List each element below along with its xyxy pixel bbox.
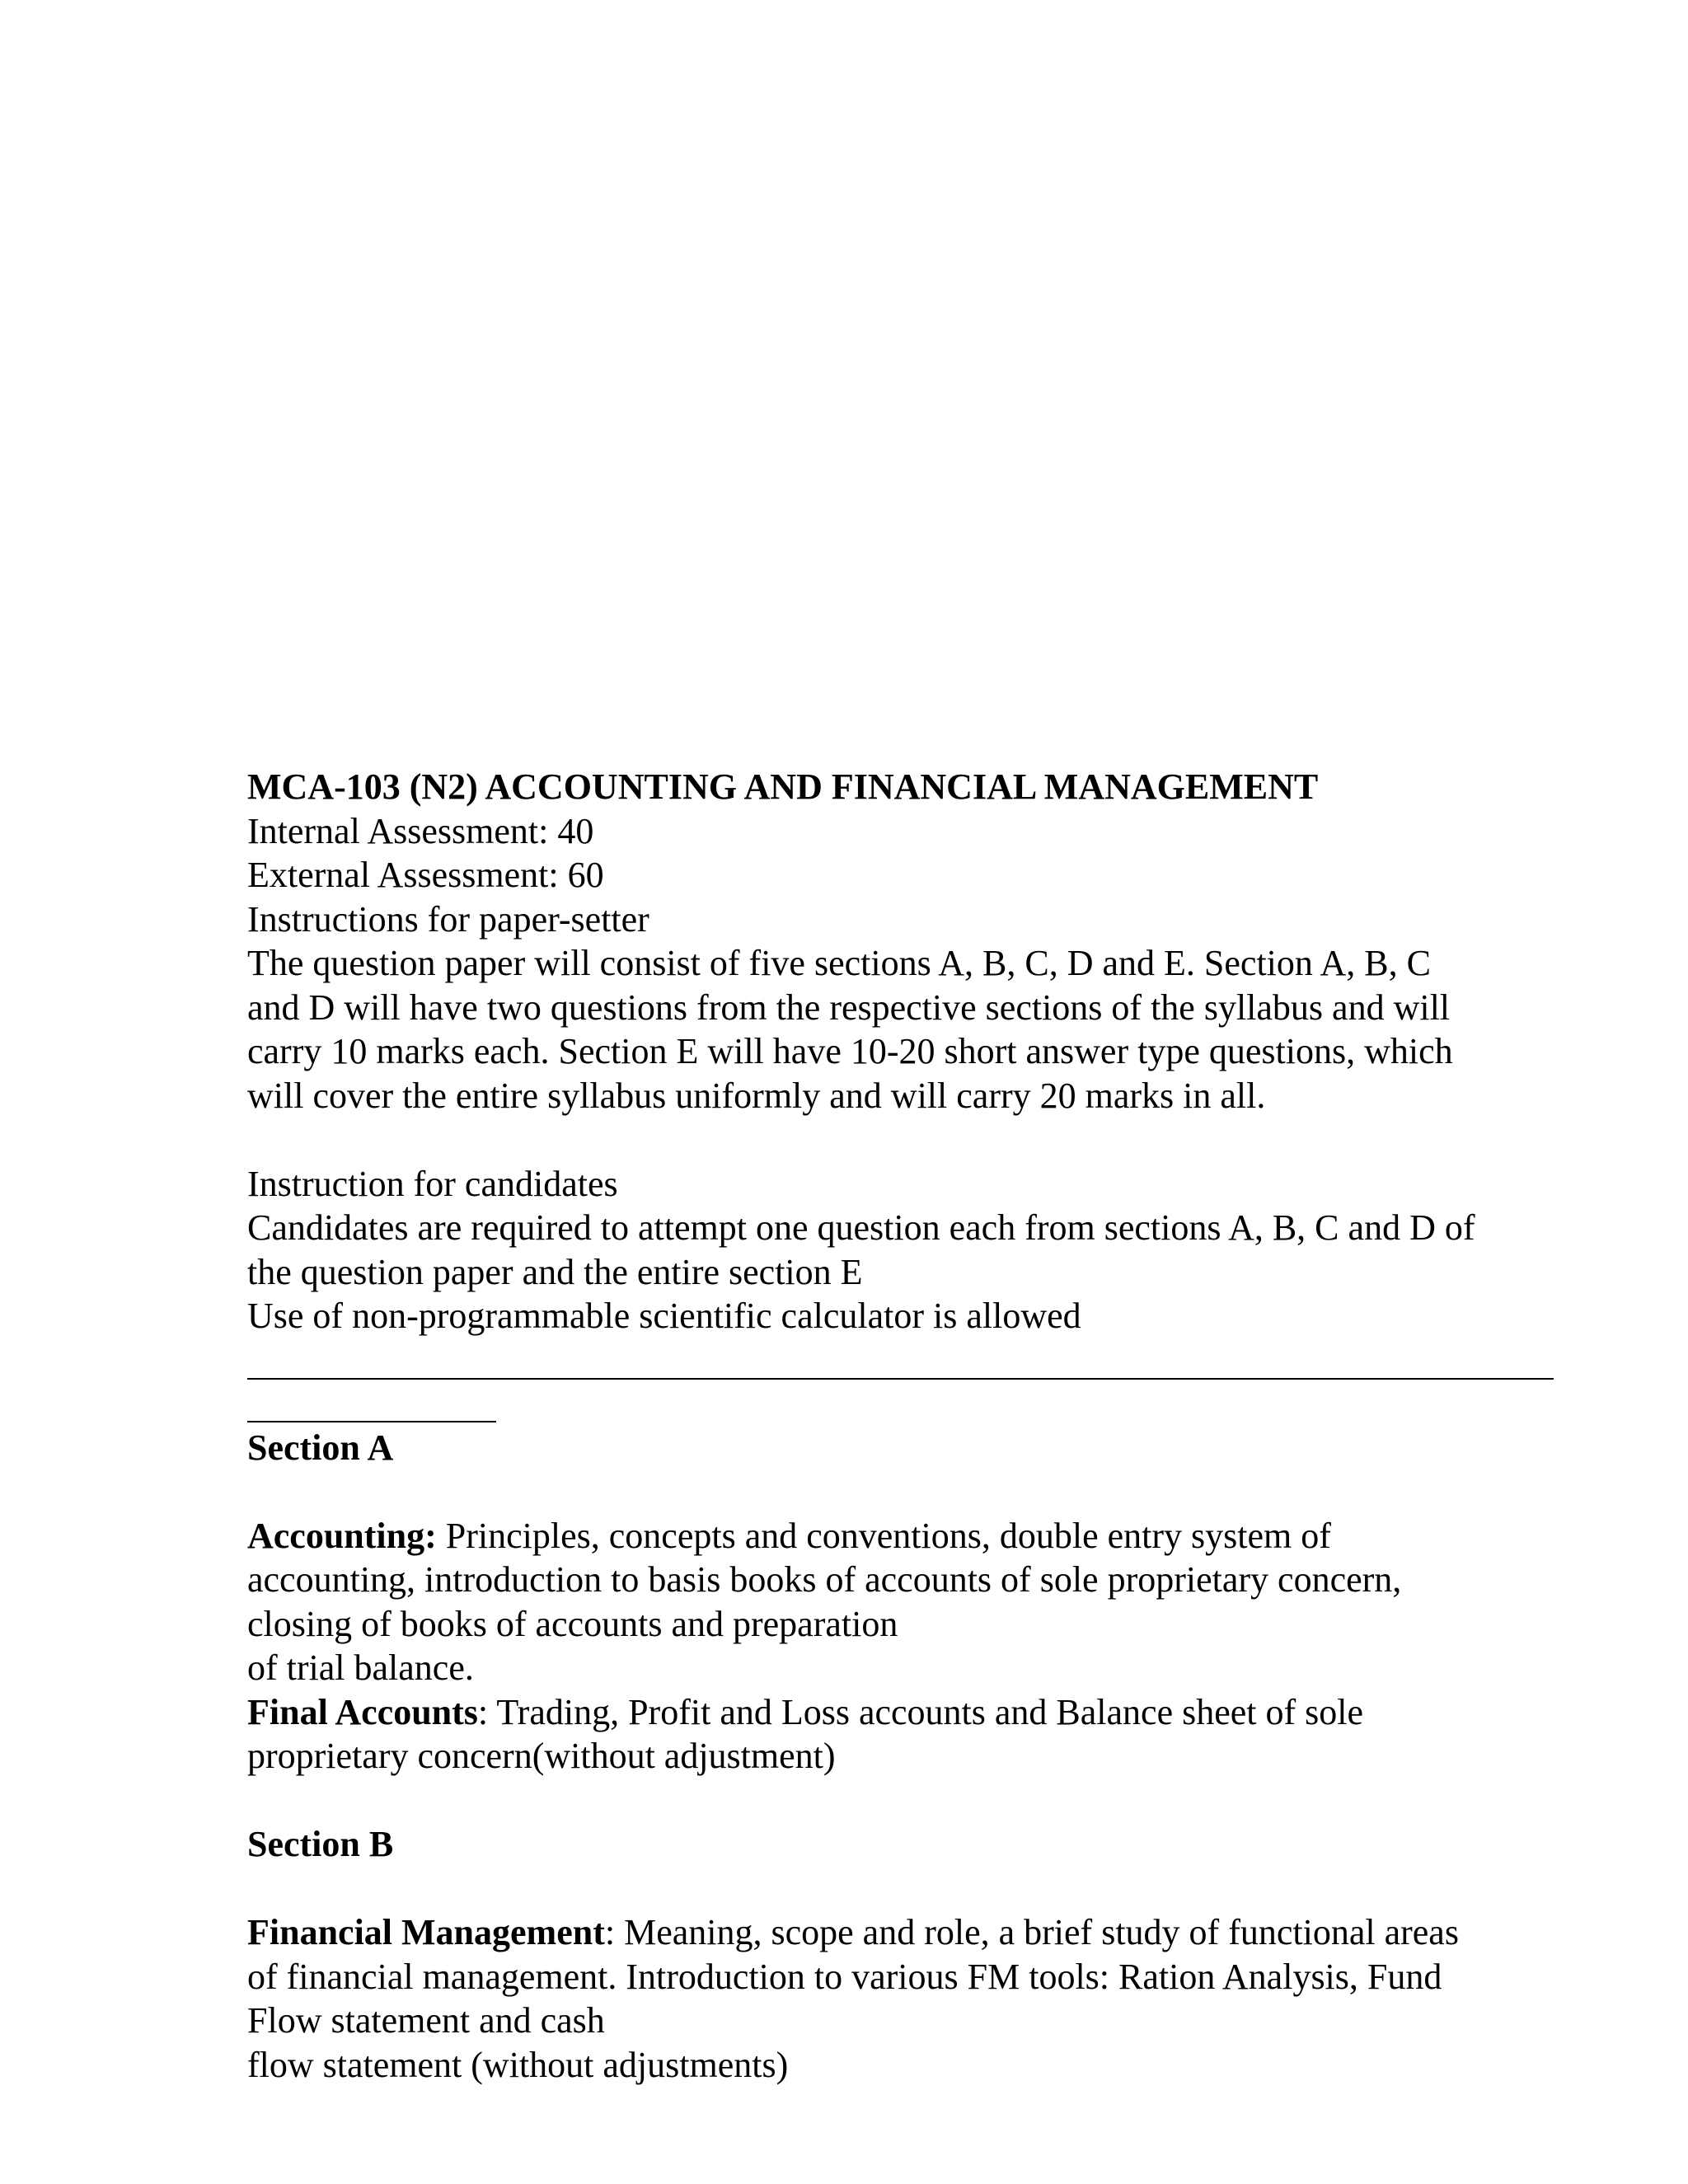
- candidate-line: the question paper and the entire section E: [247, 1251, 863, 1292]
- blank-line: [247, 1118, 1566, 1162]
- accounting-line: accounting, introduction to basis books of accounts of sole proprietary concern,: [247, 1559, 1402, 1600]
- paper-setter-heading: Instructions for paper-setter: [247, 898, 649, 940]
- financial-management-label: Financial Management: [247, 1912, 605, 1952]
- section-b-heading: Section B: [247, 1824, 394, 1864]
- blank-line: [247, 1867, 1566, 1911]
- section-a-heading: Section A: [247, 1427, 394, 1468]
- final-accounts-paragraph-line: [247, 1690, 1566, 1735]
- horizontal-rule: [247, 1378, 1554, 1380]
- accounting-line: of trial balance.: [247, 1647, 474, 1688]
- financial-management-text: : Meaning, scope and role, a brief study of functional areas: [604, 1912, 1459, 1952]
- internal-assessment: Internal Assessment: 40: [247, 810, 594, 851]
- financial-management-line: of financial management. Introduction to various FM tools: Ration Analysis, Fund: [247, 1956, 1442, 1997]
- final-accounts-text: : Trading, Profit and Loss accounts and Balance sheet of sole: [477, 1691, 1364, 1732]
- accounting-line: closing of books of accounts and preparation: [247, 1603, 898, 1644]
- final-accounts-label: Final Accounts: [247, 1691, 478, 1732]
- blank-line: [247, 1779, 1566, 1823]
- document-title: MCA-103 (N2) ACCOUNTING AND FINANCIAL MANAGEMENT: [247, 766, 1319, 807]
- financial-management-line: flow statement (without adjustments): [247, 2044, 789, 2085]
- candidate-line: Use of non-programmable scientific calculator is allowed: [247, 1296, 1081, 1336]
- blank-line: [247, 1469, 1566, 1514]
- paper-setter-line: carry 10 marks each. Section E will have 10-20 short answer type questions, which: [247, 1031, 1453, 1071]
- short-rule: [247, 1421, 496, 1422]
- accounting-paragraph-line: [247, 1514, 1566, 1558]
- candidate-instructions: [247, 1206, 1566, 1338]
- candidates-heading: Instruction for candidates: [247, 1163, 618, 1204]
- paper-setter-line: The question paper will consist of five sections A, B, C, D and E. Section A, B, C: [247, 943, 1431, 983]
- final-accounts-line: proprietary concern(without adjustment): [247, 1736, 836, 1776]
- accounting-label: Accounting:: [247, 1515, 437, 1556]
- accounting-text: Principles, concepts and conventions, double entry system of: [436, 1515, 1331, 1556]
- financial-management-line: Flow statement and cash: [247, 2000, 605, 2041]
- paper-setter-instructions: [247, 941, 1566, 1118]
- financial-management-paragraph-line: [247, 1910, 1566, 1955]
- paper-setter-line: and D will have two questions from the respective sections of the syllabus and will: [247, 987, 1451, 1028]
- paper-setter-line: will cover the entire syllabus uniformly and will carry 20 marks in all.: [247, 1075, 1266, 1116]
- section-a-content: [247, 1514, 1566, 1779]
- section-b-content: [247, 1910, 1566, 2087]
- candidate-line: Candidates are required to attempt one question each from sections A, B, C and D of: [247, 1207, 1475, 1248]
- syllabus-content: [247, 765, 1566, 2087]
- external-assessment: External Assessment: 60: [247, 855, 604, 895]
